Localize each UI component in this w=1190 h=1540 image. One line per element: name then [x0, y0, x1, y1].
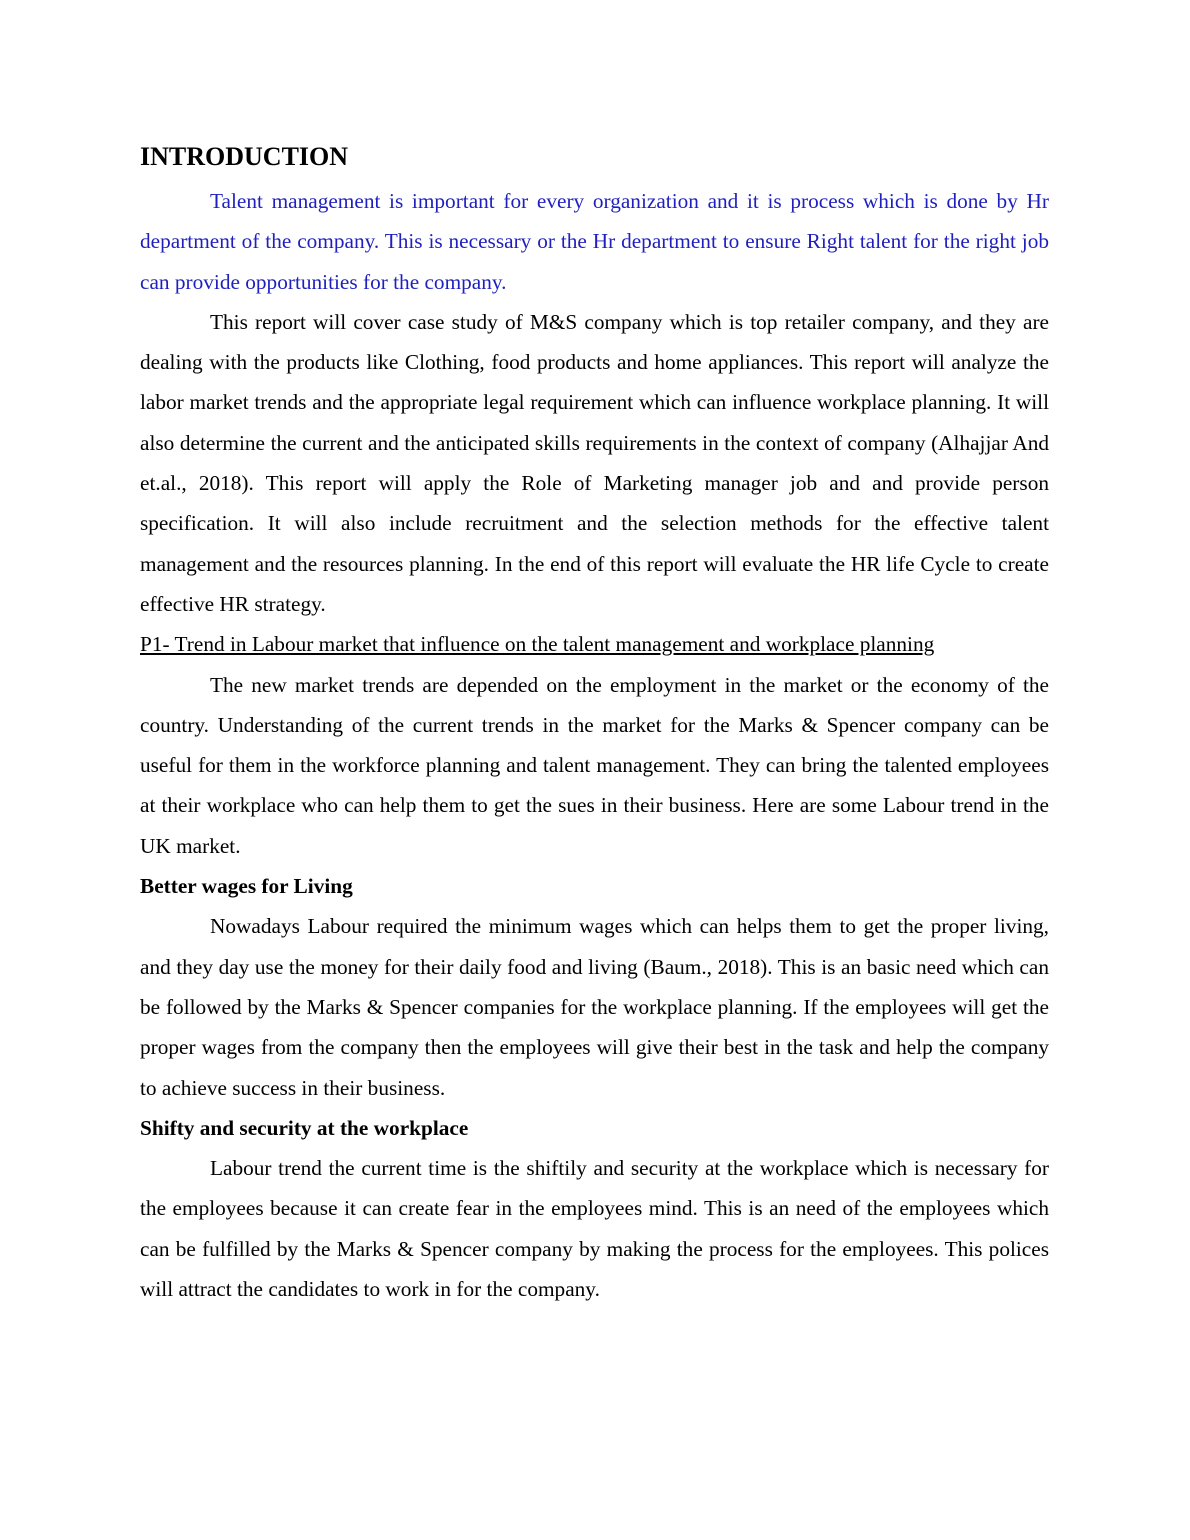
overview-paragraph: This report will cover case study of M&S company which is top retailer company, and they are dealing with the products like Clothing, food products and home appliances. This report will analyze the labor market trends and the appropriate legal requirement which can influence workplace planning. It will also determine the current and the anticipated skills requirements in the context of company (Alhajjar And et.al., 2018). This report will apply the Role of Marketing manager job and and provide person specification. It will also include recruitment and the selection methods for the effective talent management and the resources planning. In the end of this report will evaluate the HR life Cycle to create effective HR strategy.	[140, 309, 1049, 616]
safety-paragraph: Labour trend the current time is the shiftily and security at the workplace which is necessary for the employees because it can create fear in the employees mind. This is an need of the employees which can be fulfilled by the Marks & Spencer company by making the process for the employees. This polices will attract the candidates to work in for the company.	[140, 1156, 1049, 1302]
wages-section-title: Better wages for Living	[140, 874, 353, 899]
safety-section-title: Shifty and security at the workplace	[140, 1115, 469, 1140]
section-p1-title: P1- Trend in Labour market that influence on the talent management and workplace planning	[140, 632, 935, 657]
section-p1-paragraph: The new market trends are depended on the employment in the market or the economy of the country. Understanding of the current trends in the market for the Marks & Spencer company can be useful for them in the workforce planning and talent management. They can bring the talented employees at their workplace who can help them to get the sues in their business. Here are some Labour trend in the UK market.	[140, 672, 1049, 858]
wages-paragraph: Nowadays Labour required the minimum wages which can helps them to get the proper living, and they day use the money for their daily food and living (Baum., 2018). This is an basic need which can be followed by the Marks & Spencer companies for the workplace planning. If the employees will get the proper wages from the company then the employees will give their best in the task and help the company to achieve success in their business.	[140, 914, 1049, 1100]
document-page	[140, 139, 1049, 1309]
intro-paragraph: Talent management is important for every organization and it is process which is done by Hr department of the company. This is necessary or the Hr department to ensure Right talent for the right job can provide opportunities for the company.	[140, 189, 1049, 294]
introduction-heading: INTRODUCTION	[140, 142, 349, 171]
